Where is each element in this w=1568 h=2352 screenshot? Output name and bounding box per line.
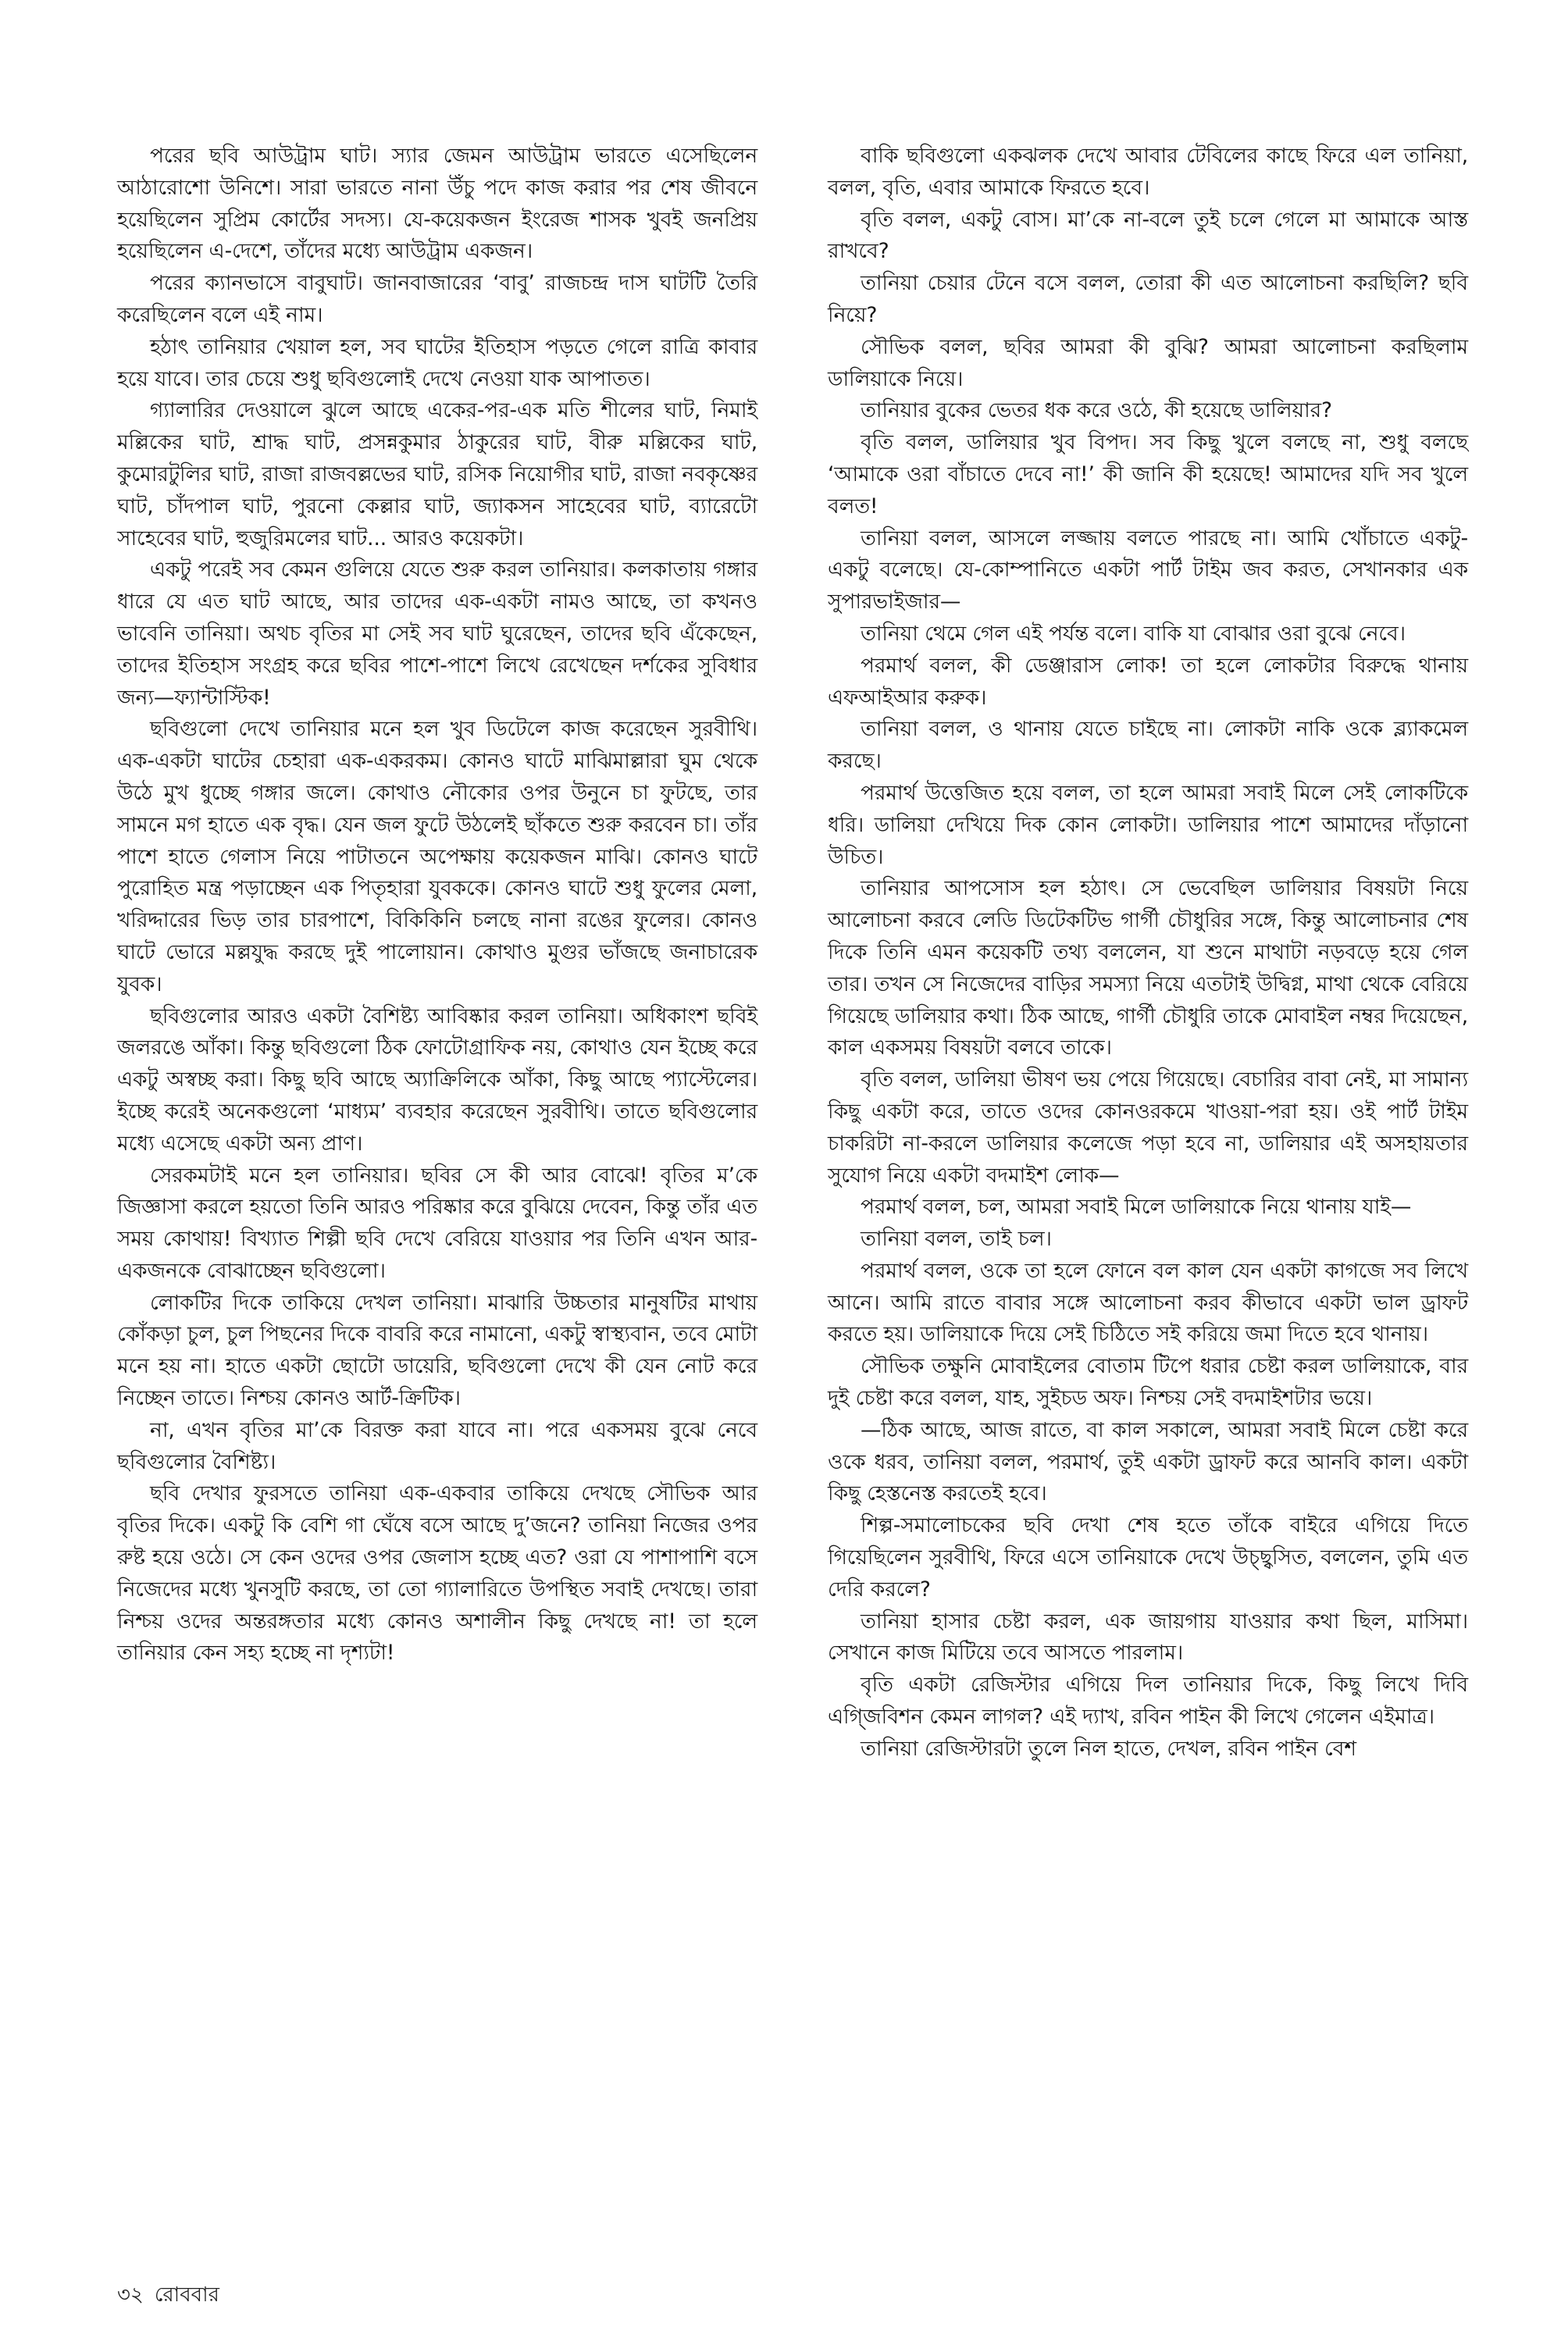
page-number: ৩২ (117, 2283, 144, 2307)
paragraph: বৃতি একটা রেজিস্টার এগিয়ে দিল তানিয়ার দিকে, কিছু লিখে দিবি এগ্জিবিশন কেমন লাগল? এই দ্যাখ, রবিন পাইন কী লিখে গেলেন এইমাত্র। (828, 1673, 1468, 1730)
paragraph: পরের ক্যানভাসে বাবুঘাট। জানবাজারের ‘বাবু’ রাজচন্দ্র দাস ঘাটটি তৈরি করেছিলেন বলে এই নাম। (117, 271, 757, 327)
paragraph: পরমার্থ বলল, ওকে তা হলে ফোনে বল কাল যেন একটা কাগজে সব লিখে আনে। আমি রাতে বাবার সঙ্গে আলোচনা করব কীভাবে একটা ভাল ড্রাফট করতে হয়। ডালিয়াকে দিয়ে সেই চিঠিতে সই করিয়ে জমা দিতে হবে থানায়। (828, 1258, 1468, 1347)
paragraph: না, এখন বৃতির মা’কে বিরক্ত করা যাবে না। পরে একসময় বুঝে নেবে ছবিগুলোর বৈশিষ্ট্য। (117, 1417, 757, 1474)
paragraph: লোকটির দিকে তাকিয়ে দেখল তানিয়া। মাঝারি উচ্চতার মানুষটির মাথায় কোঁকড়া চুল, চুল পিছনের দিকে বাবরি করে নামানো, একটু স্বাস্থ্যবান, তবে মোটা মনে হয় না। হাতে একটা ছোটো ডায়েরি, ছবিগুলো দেখে কী যেন নোট করে নিচ্ছেন তাতে। নিশ্চয় কোনও আর্ট-ক্রিটিক। (117, 1290, 757, 1411)
paragraph: বৃতি বলল, ডালিয়া ভীষণ ভয় পেয়ে গিয়েছে। বেচারির বাবা নেই, মা সামান্য কিছু একটা করে, তাতে ওদের কোনওরকমে খাওয়া-পরা হয়। ওই পার্ট টাইম চাকরিটা না-করলে ডালিয়ার কলেজে পড়া হবে না, ডালিয়ার এই অসহায়তার সুযোগ নিয়ে একটা বদমাইশ লোক— (828, 1067, 1468, 1188)
paragraph: পরমার্থ বলল, কী ডেঞ্জারাস লোক! তা হলে লোকটার বিরুদ্ধে থানায় এফআইআর করুক। (828, 653, 1468, 710)
left-column (117, 141, 757, 1670)
right-column (828, 141, 1468, 1766)
paragraph: সেরকমটাই মনে হল তানিয়ার। ছবির সে কী আর বোঝে! বৃতির ম’কে জিজ্ঞাসা করলে হয়তো তিনি আরও পরিষ্কার করে বুঝিয়ে দেবেন, কিন্তু তাঁর এত সময় কোথায়! বিখ্যাত শিল্পী ছবি দেখে বেরিয়ে যাওয়ার পর তিনি এখন আর-একজনকে বোঝাচ্ছেন ছবিগুলো। (117, 1163, 757, 1283)
paragraph: তানিয়া বলল, ও থানায় যেতে চাইছে না। লোকটা নাকি ওকে ব্ল্যাকমেল করছে। (828, 717, 1468, 774)
paragraph: পরের ছবি আউট্রাম ঘাট। স্যার জেমন আউট্রাম ভারতে এসেছিলেন আঠারোশো উনিশে। সারা ভারতে নানা উঁচু পদে কাজ করার পর শেষ জীবনে হয়েছিলেন সুপ্রিম কোর্টের সদস্য। যে-কয়েকজন ইংরেজ শাসক খুবই জনপ্রিয় হয়েছিলেন এ-দেশে, তাঁদের মধ্যে আউট্রাম একজন। (117, 144, 757, 264)
paragraph: ছবি দেখার ফুরসতে তানিয়া এক-একবার তাকিয়ে দেখছে সৌভিক আর বৃতির দিকে। একটু কি বেশি গা ঘেঁষে বসে আছে দু’জনে? তানিয়া নিজের ওপর রুষ্ট হয়ে ওঠে। সে কেন ওদের ওপর জেলাস হচ্ছে এত? ওরা যে পাশাপাশি বসে নিজেদের মধ্যে খুনসুটি করছে, তা তো গ্যালারিতে উপস্থিত সবাই দেখছে। তারা নিশ্চয় ওদের অন্তরঙ্গতার মধ্যে কোনও অশালীন কিছু দেখছে না! তা হলে তানিয়ার কেন সহ্য হচ্ছে না দৃশ্যটা! (117, 1481, 757, 1666)
paragraph: ছবিগুলোর আরও একটা বৈশিষ্ট্য আবিষ্কার করল তানিয়া। অধিকাংশ ছবিই জলরঙে আঁকা। কিন্তু ছবিগুলো ঠিক ফোটোগ্রাফিক নয়, কোথাও যেন ইচ্ছে করে একটু অস্বচ্ছ করা। কিছু ছবি আছে অ্যাক্রিলিকে আঁকা, কিছু আছে প্যাস্টেলের। ইচ্ছে করেই অনেকগুলো ‘মাধ্যম’ ব্যবহার করেছেন সুরবীথি। তাতে ছবিগুলোর মধ্যে এসেছে একটা অন্য প্রাণ। (117, 1003, 757, 1156)
paragraph: তানিয়ার বুকের ভেতর ধক করে ওঠে, কী হয়েছে ডালিয়ার? (861, 398, 1332, 423)
paragraph: তানিয়া বলল, তাই চল। (861, 1227, 1052, 1252)
paragraph: সৌভিক বলল, ছবির আমরা কী বুঝি? আমরা আলোচনা করছিলাম ডালিয়াকে নিয়ে। (828, 334, 1468, 391)
paragraph: শিল্প-সমালোচকের ছবি দেখা শেষ হতে তাঁকে বাইরে এগিয়ে দিতে গিয়েছিলেন সুরবীথি, ফিরে এসে তানিয়াকে দেখে উচ্ছ্বসিত, বললেন, তুমি এত দেরি করলে? (828, 1513, 1468, 1602)
paragraph: বৃতি বলল, ডালিয়ার খুব বিপদ। সব কিছু খুলে বলছে না, শুধু বলছে ‘আমাকে ওরা বাঁচাতে দেবে না!’ কী জানি কী হয়েছে! আমাদের যদি সব খুলে বলত! (828, 430, 1468, 519)
paragraph: সৌভিক তক্ষুনি মোবাইলের বোতাম টিপে ধরার চেষ্টা করল ডালিয়াকে, বার দুই চেষ্টা করে বলল, যাহ, সুইচড অফ। নিশ্চয় সেই বদমাইশটার ভয়ে। (828, 1354, 1468, 1411)
paragraph: ছবিগুলো দেখে তানিয়ার মনে হল খুব ডিটেলে কাজ করেছেন সুরবীথি। এক-একটা ঘাটের চেহারা এক-একরকম। কোনও ঘাটে মাঝিমাল্লারা ঘুম থেকে উঠে মুখ ধুচ্ছে গঙ্গার জলে। কোথাও নৌকোর ওপর উনুনে চা ফুটছে, তার সামনে মগ হাতে এক বৃদ্ধ। যেন জল ফুটে উঠলেই ছাঁকতে শুরু করবেন চা। তাঁর পাশে হাতে গেলাস নিয়ে পাটাতনে অপেক্ষায় কয়েকজন মাঝি। কোনও ঘাটে পুরোহিত মন্ত্র পড়াচ্ছেন এক পিতৃহারা যুবককে। কোনও ঘাটে শুধু ফুলের মেলা, খরিদ্দারের ভিড় তার চারপাশে, বিকিকিনি চলছে নানা রঙের ফুলের। কোনও ঘাটে ভোরে মল্লযুদ্ধ করছে দুই পালোয়ান। কোথাও মুগুর ভাঁজছে জনাচারেক যুবক। (117, 717, 757, 996)
paragraph: তানিয়ার আপসোস হল হঠাৎ। সে ভেবেছিল ডালিয়ার বিষয়টা নিয়ে আলোচনা করবে লেডি ডিটেকটিভ গার্গী চৌধুরির সঙ্গে, কিন্তু আলোচনার শেষ দিকে তিনি এমন কয়েকটি তথ্য বললেন, যা শুনে মাথাটা নড়বড়ে হয়ে গেল তার। তখন সে নিজেদের বাড়ির সমস্যা নিয়ে এতটাই উদ্বিগ্ন, মাথা থেকে বেরিয়ে গিয়েছে ডালিয়ার কথা। ঠিক আছে, গার্গী চৌধুরি তাকে মোবাইল নম্বর দিয়েছেন, কাল একসময় বিষয়টা বলবে তাকে। (828, 876, 1468, 1060)
paragraph: তানিয়া বলল, আসলে লজ্জায় বলতে পারছে না। আমি খোঁচাতে একটু-একটু বলেছে। যে-কোম্পানিতে একটা পার্ট টাইম জব করত, সেখানকার এক সুপারভাইজার— (828, 526, 1468, 615)
paragraph: তানিয়া হাসার চেষ্টা করল, এক জায়গায় যাওয়ার কথা ছিল, মাসিমা। সেখানে কাজ মিটিয়ে তবে আসতে পারলাম। (828, 1609, 1468, 1666)
paragraph: পরমার্থ উত্তেজিত হয়ে বলল, তা হলে আমরা সবাই মিলে সেই লোকটিকে ধরি। ডালিয়া দেখিয়ে দিক কোন লোকটা। ডালিয়ার পাশে আমাদের দাঁড়ানো উচিত। (828, 780, 1468, 869)
paragraph: —ঠিক আছে, আজ রাতে, বা কাল সকালে, আমরা সবাই মিলে চেষ্টা করে ওকে ধরব, তানিয়া বলল, পরমার্থ, তুই একটা ড্রাফট করে আনবি কাল। একটা কিছু হেস্তনেস্ত করতেই হবে। (828, 1417, 1468, 1506)
paragraph: বৃতি বলল, একটু বোস। মা’কে না-বলে তুই চলে গেলে মা আমাকে আস্ত রাখবে? (828, 207, 1468, 264)
paragraph: তানিয়া থেমে গেল এই পর্যন্ত বলে। বাকি যা বোঝার ওরা বুঝে নেবে। (861, 621, 1406, 646)
page-footer (117, 2279, 230, 2313)
paragraph: একটু পরেই সব কেমন গুলিয়ে যেতে শুরু করল তানিয়ার। কলকাতায় গঙ্গার ধারে যে এত ঘাট আছে, আর তাদের এক-একটা নামও আছে, তা কখনও ভাবেনি তানিয়া। অথচ বৃতির মা সেই সব ঘাট ঘুরেছেন, তাদের ছবি এঁকেছেন, তাদের ইতিহাস সংগ্রহ করে ছবির পাশে-পাশে লিখে রেখেছেন দর্শকের সুবিধার জন্য—ফ্যান্টাস্টিক! (117, 558, 757, 710)
paragraph: গ্যালারির দেওয়ালে ঝুলে আছে একের-পর-এক মতি শীলের ঘাট, নিমাই মল্লিকের ঘাট, শ্রাদ্ধ ঘাট, প্রসন্নকুমার ঠাকুরের ঘাট, বীরু মল্লিকের ঘাট, কুমোরটুলির ঘাট, রাজা রাজবল্লভের ঘাট, রসিক নিয়োগীর ঘাট, রাজা নবকৃষ্ণের ঘাট, চাঁদপাল ঘাট, পুরনো কেল্লার ঘাট, জ্যাকসন সাহেবের ঘাট, ব্যারেটো সাহেবের ঘাট, হুজুরিমলের ঘাট... আরও কয়েকটা। (117, 398, 757, 551)
paragraph: তানিয়া রেজিস্টারটা তুলে নিল হাতে, দেখল, রবিন পাইন বেশ (861, 1736, 1356, 1761)
paragraph: পরমার্থ বলল, চল, আমরা সবাই মিলে ডালিয়াকে নিয়ে থানায় যাই— (861, 1195, 1412, 1220)
paragraph: তানিয়া চেয়ার টেনে বসে বলল, তোরা কী এত আলোচনা করছিলি? ছবি নিয়ে? (828, 271, 1468, 327)
magazine-name: রোববার (154, 2283, 219, 2307)
paragraph: বাকি ছবিগুলো একঝলক দেখে আবার টেবিলের কাছে ফিরে এল তানিয়া, বলল, বৃতি, এবার আমাকে ফিরতে হবে। (828, 144, 1468, 200)
paragraph: হঠাৎ তানিয়ার খেয়াল হল, সব ঘাটের ইতিহাস পড়তে গেলে রাত্রি কাবার হয়ে যাবে। তার চেয়ে শুধু ছবিগুলোই দেখে নেওয়া যাক আপাতত। (117, 334, 757, 391)
